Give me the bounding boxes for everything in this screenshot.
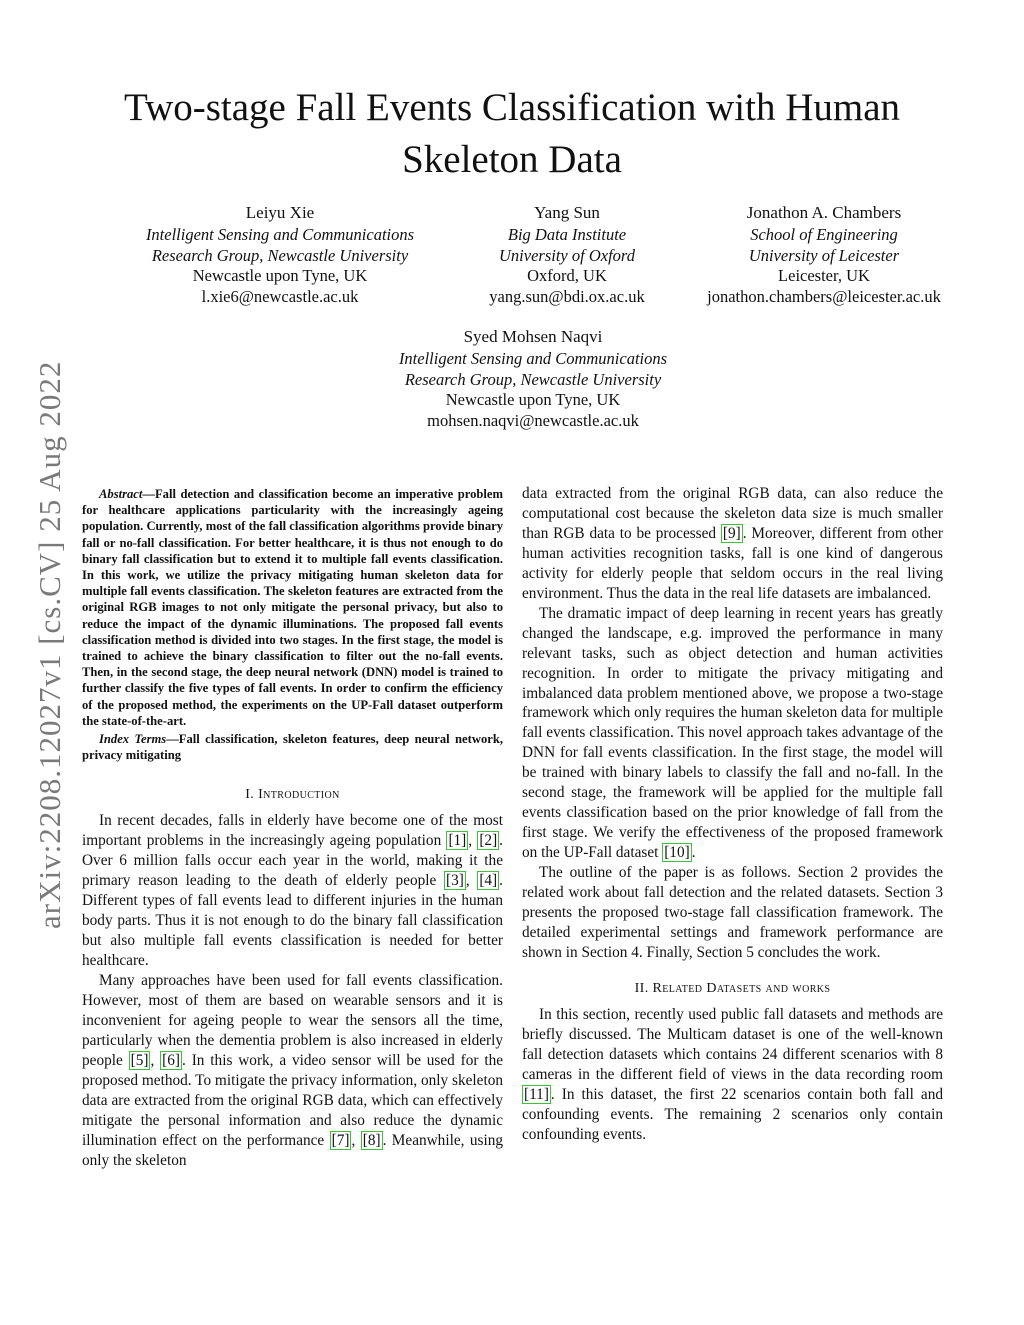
citation-link[interactable]: [6] [162, 1051, 181, 1069]
citation-link[interactable]: [10] [664, 844, 690, 862]
author-email: mohsen.naqvi@newcastle.ac.uk [427, 410, 639, 430]
title-line-2: Skeleton Data [402, 138, 622, 181]
paragraph-text: The outline of the paper is as follows. Section 2 provides the related work about fall detection and the related datasets. Section 3 presents the proposed two-stage fall classification framework. The detailed experimental settings and framework performance are shown in Section 4. Finally, Section 5 concludes the work. [522, 864, 943, 961]
paragraph-text: Many approaches have been used for fall events classification. However, most of them are based on wearable sensors and it is inconvenient for ageing people to wear the sensors all the time, particularly when the dementia problem is also increased in elderly people [82, 972, 503, 1069]
author-affiliation: School of Engineering [750, 225, 898, 244]
paragraph-text: data extracted from the original RGB data, can also reduce the computational cost because the skeleton data size is much smaller than RGB data to be processed [522, 485, 943, 542]
abstract-label: Abstract [99, 487, 143, 501]
citation-link[interactable]: [4] [479, 872, 498, 890]
author-affiliation: Research Group, Newcastle University [151, 245, 409, 265]
citation-link[interactable]: [2] [479, 832, 498, 850]
citation-link[interactable]: [9] [722, 524, 741, 542]
abstract [82, 484, 503, 729]
citation-link[interactable]: [11] [524, 1085, 549, 1103]
paragraph [522, 484, 943, 604]
author-affiliation: University of Leicester [748, 245, 900, 265]
paragraph-text: . Meanwhile, using only the skeleton [82, 1131, 503, 1169]
paragraph-text: . In this work, a video sensor will be used for the proposed method. To mitigate the privacy information, only skeleton data are extracted from the original RGB data, which can effectively mitigate the personal information and also reduce the dynamic illumination effect on the performance [82, 1051, 504, 1149]
section-heading-related-work: II. Related Datasets and works [634, 980, 831, 996]
author-name: Syed Mohsen Naqvi [463, 327, 603, 346]
author-block-sun [452, 201, 682, 307]
paragraph [522, 863, 943, 963]
paragraph-text: , [468, 832, 478, 850]
paragraph [82, 971, 503, 1171]
right-column [522, 484, 943, 1145]
index-terms-label: Index Terms [99, 732, 167, 747]
author-affiliation: Big Data Institute [507, 225, 627, 244]
author-location: Newcastle upon Tyne, UK [445, 390, 621, 410]
author-affiliation: Research Group, Newcastle University [404, 369, 662, 389]
citation-link[interactable]: [1] [448, 832, 467, 850]
author-location: Oxford, UK [527, 266, 607, 286]
paragraph [82, 811, 503, 971]
author-name: Leiyu Xie [245, 203, 315, 222]
paragraph-text: . In this dataset, the first 22 scenarios contain both fall and confounding events. The remaining 2 scenarios only contain confounding events. [522, 1085, 943, 1143]
author-affiliation: Intelligent Sensing and Communications [145, 225, 415, 244]
paragraph-text: . Different types of fall events lead to different injuries in the human body parts. Thus it is not enough to do the binary fall classification but also multiple fall events classification is needed for better healthcare. [82, 872, 503, 970]
author-name: Jonathon A. Chambers [746, 203, 902, 222]
arxiv-identifier-stamp: arXiv:2208.12027v1 [cs.CV] 25 Aug 2022 [32, 360, 67, 930]
author-email: jonathon.chambers@leicester.ac.uk [707, 286, 941, 306]
paper-title [60, 82, 964, 186]
paragraph-text: , [465, 872, 478, 890]
author-block-xie [130, 201, 430, 307]
author-affiliation: University of Oxford [499, 245, 635, 265]
paragraph-text: The dramatic impact of deep learning in recent years has greatly changed the landscape, e.g. improved the performance in many relevant tasks, such as object detection and human activities recognition. In order to mitigate the privacy mitigating and imbalanced data problem mentioned above, we propose a two-stage framework which only requires the human skeleton data for multiple fall events classification. This novel approach takes advantage of the DNN for fall events classification. In the first stage, the model will be trained with binary labels to classify the fall and no-fall. In the second stage, the framework will be applied for the multiple fall events classification based on the prior knowledge of fall from the first stage. We verify the effectiveness of the proposed framework on the UP-Fall dataset [522, 604, 943, 862]
index-terms [82, 729, 503, 763]
author-email: yang.sun@bdi.ox.ac.uk [489, 286, 645, 306]
author-block-chambers [694, 201, 954, 307]
paragraph-text: , [150, 1051, 161, 1069]
paragraph-text: . Over 6 million falls occur each year in the world, making it the primary reason leading to the death of elderly people [82, 832, 503, 890]
abstract-text: —Fall detection and classification become an imperative problem for healthcare applications particularity with the increasingly ageing population. Currently, most of the fall classification algorithms provide binary fall or no-fall classification. For better healthcare, it is thus not enough to do binary fall classification but to extend it to multiple fall events classification. In this work, we utilize the privacy mitigating human skeleton data for multiple fall events classification. The skeleton features are extracted from the original RGB images to not only mitigate the personal privacy, but also to reduce the impact of the dynamic illuminations. The proposed fall events classification method is divided into two stages. In the first stage, the model is trained to achieve the binary classification to filter out the no-fall events. Then, in the second stage, the deep neural network (DNN) model is trained to further classify the five types of fall events. In order to confirm the efficiency of the proposed method, the experiments on the UP-Fall dataset outperform the state-of-the-art. [82, 487, 503, 728]
author-affiliation: Intelligent Sensing and Communications [398, 349, 668, 368]
author-location: Newcastle upon Tyne, UK [192, 266, 368, 286]
author-name: Yang Sun [534, 203, 600, 222]
left-column [82, 484, 503, 1171]
author-block-naqvi [383, 325, 683, 431]
citation-link[interactable]: [8] [362, 1131, 381, 1149]
section-heading-introduction: I. Introduction [245, 787, 340, 803]
paragraph [522, 1005, 943, 1145]
paragraph-text: In recent decades, falls in elderly have become one of the most important problems in the increasingly ageing population [82, 812, 503, 850]
paragraph-text: . Moreover, different from other human activities recognition tasks, fall is one kind of dangerous activity for elderly people that seldom occurs in the real living environment. Thus the data in the real life datasets are imbalanced. [522, 524, 943, 602]
paragraph-text: In this section, recently used public fall datasets and methods are briefly discussed. The Multicam dataset is one of the well-known fall detection datasets which contains 24 different scenarios with 8 cameras in the different field of views in the data recording room [522, 1005, 943, 1083]
index-terms-text: —Fall classification, skeleton features, deep neural network, privacy mitigating [82, 732, 503, 763]
paragraph [522, 604, 943, 863]
author-email: l.xie6@newcastle.ac.uk [201, 286, 359, 306]
title-line-1: Two-stage Fall Events Classification with Human [123, 86, 901, 129]
citation-link[interactable]: [3] [445, 872, 464, 890]
citation-link[interactable]: [7] [331, 1131, 350, 1149]
paragraph-text: , [351, 1131, 361, 1149]
paragraph-text: . [691, 844, 696, 862]
citation-link[interactable]: [5] [130, 1051, 149, 1069]
author-location: Leicester, UK [778, 266, 870, 286]
